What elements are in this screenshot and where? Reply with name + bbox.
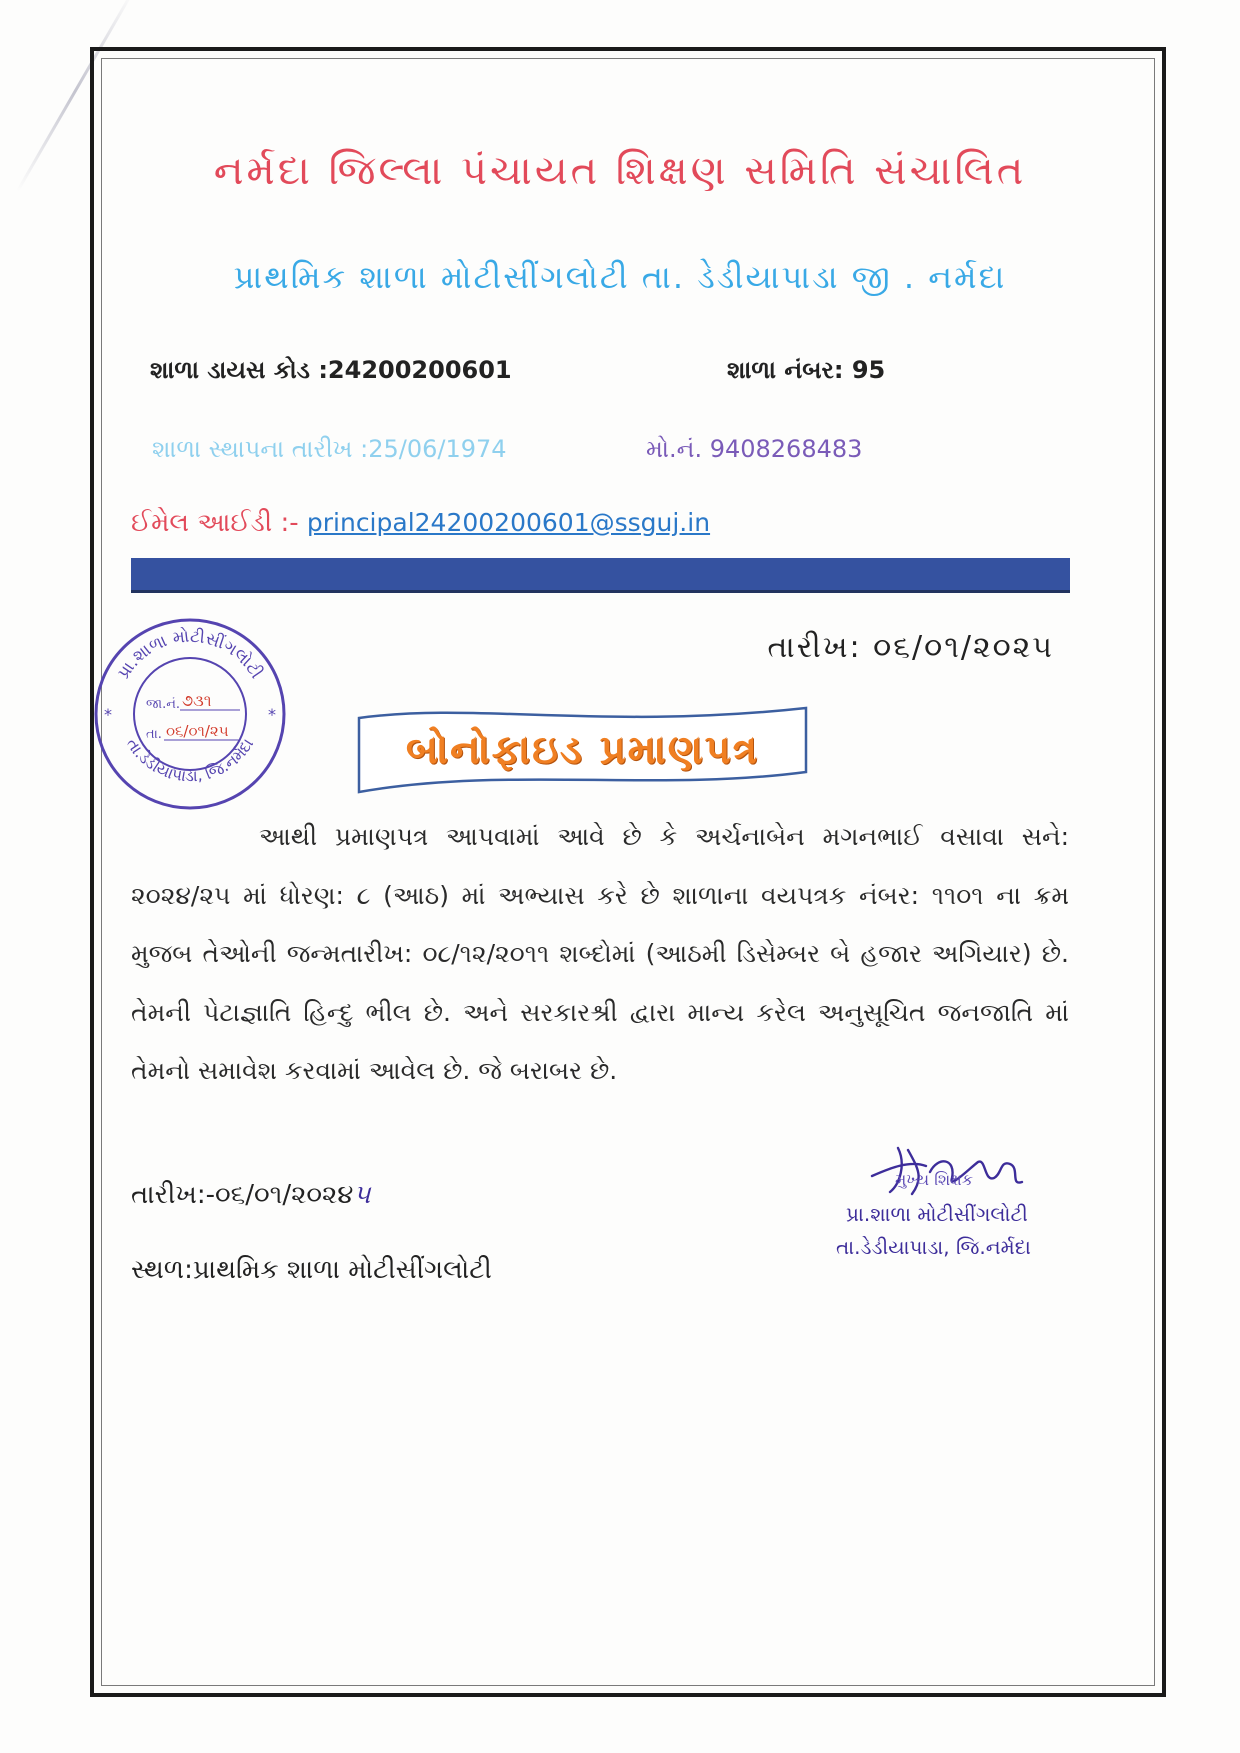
- school-stamp: [90, 614, 290, 814]
- signatory-location: તા.ડેડીયાપાડા, જિ.નર્મદા: [836, 1235, 1031, 1259]
- organization-title: નર્મદા જિલ્લા પંચાયત શિક્ષણ સમિતિ સંચાલિત: [213, 148, 1027, 194]
- svg-text:*: *: [104, 705, 112, 724]
- signatory-school: પ્રા.શાળા મોટીસીંગલોટી: [846, 1202, 1028, 1226]
- email-label: ઈમેલ આઈડી :-: [131, 508, 307, 538]
- certificate-body-text: આથી પ્રમાણપત્ર આપવામાં આવે છે કે અર્ચનાબેન મગનભાઈ વસાવા સને: ૨૦૨૪/૨૫ માં ધોરણ: ૮ (આઠ) માં અભ્યાસ કરે છે શાળાના વયપત્રક નંબર: ૧૧૦૧ ના ક્રમ મુજબ તેઓની જન્મતારીખ: ૦૮/૧૨/૨૦૧૧ શબ્દોમાં (આઠમી ડિસેમ્બર બે હજાર અગિયાર) છે. તેમની પેટાજ્ઞાતિ હિન્દુ ભીલ છે. અને સરકારશ્રી દ્વારા માન્ય કરેલ અનુસૂચિત જનજાતિ માં તેમનો સમાવેશ કરવામાં આવેલ છે. જે બરાબર છે.: [131, 822, 1069, 1085]
- issue-date: તારીખ: ૦૬/૦૧/૨૦૨૫: [767, 630, 1054, 665]
- stamp-ring-top: પ્રા.શાળા મોટીસીંગલોટી: [113, 626, 267, 683]
- header-divider-bar: [131, 558, 1070, 593]
- email-link[interactable]: principal24200200601@ssguj.in: [306, 508, 711, 537]
- certificate-title: બોનોફાઇડ પ્રમાણપત્ર: [405, 727, 760, 773]
- established-date: શાળા સ્થાપના તારીખ :25/06/1974: [152, 435, 507, 463]
- stamp-ja-label: જા.નં.: [146, 697, 181, 712]
- bottom-date-correction: ૫: [353, 1180, 371, 1210]
- bottom-date-text: તારીખ:-૦૬/૦૧/૨૦૨૪: [131, 1180, 354, 1210]
- svg-text:*: *: [268, 705, 276, 724]
- bottom-date: [131, 1180, 371, 1211]
- place: સ્થળ:પ્રાથમિક શાળા મોટીસીંગલોટી: [131, 1255, 492, 1285]
- certificate-body: [131, 808, 1069, 1101]
- stamp-ring-bottom: તા.ડેડીયાપાડા, જિ.નર્મદા: [122, 734, 258, 786]
- school-number: શાળા નંબર: 95: [727, 356, 886, 384]
- stamp-ta-label: તા.: [146, 727, 162, 742]
- dise-code: શાળા ડાયસ કોડ :24200200601: [150, 356, 512, 384]
- mobile-number: મો.નં. 9408268483: [646, 435, 863, 463]
- email-row: [131, 508, 710, 539]
- signatory-role: મુખ્ય શિક્ષક: [895, 1170, 974, 1189]
- stamp-ja-value: ૭૩૧: [182, 691, 212, 710]
- certificate-title-banner: [355, 700, 810, 800]
- school-name: પ્રાથમિક શાળા મોટીસીંગલોટી તા. ડેડીયાપાડા જી . નર્મદા: [233, 258, 1007, 296]
- stamp-ta-value: ૦૬/૦૧/૨૫: [166, 722, 229, 740]
